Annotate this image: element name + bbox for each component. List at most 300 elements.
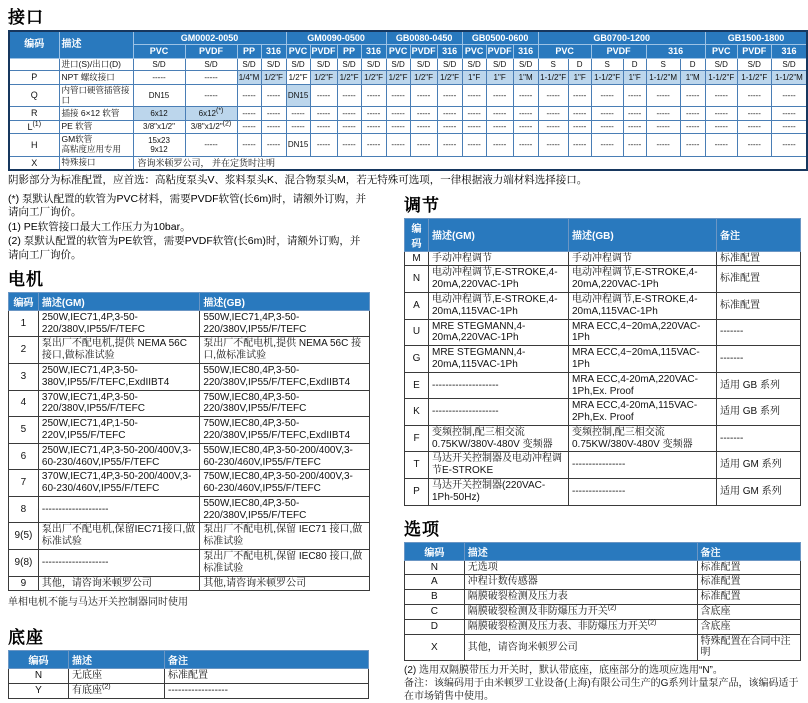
- value-cell: D: [680, 58, 705, 71]
- cell: 电动冲程调节,E-STROKE,4-20mA,115VAC-1Ph: [569, 292, 717, 319]
- value-cell: -----: [261, 84, 286, 107]
- row-code: E: [405, 372, 429, 399]
- value-cell: -----: [646, 120, 680, 133]
- value-cell: -----: [386, 134, 410, 157]
- note-line: (2) 选用双隔膜带压力开关时，默认带底座，底座部分的选项应选用“N”。: [404, 665, 723, 677]
- value-cell: D: [568, 58, 591, 71]
- value-cell: -----: [705, 107, 737, 120]
- table-row: [9, 84, 807, 107]
- cell: 标准配置: [717, 292, 801, 319]
- column-header: 描述(GB): [569, 218, 717, 251]
- value-cell: -----: [737, 134, 771, 157]
- value-cell: -----: [462, 107, 486, 120]
- value-cell: -----: [361, 120, 386, 133]
- header-row: [9, 651, 369, 669]
- cell: -------: [717, 346, 801, 373]
- value-cell: -----: [771, 107, 807, 120]
- column-header: 备注: [165, 651, 369, 669]
- value-cell: -----: [310, 107, 337, 120]
- interface-section-title: 接口: [8, 8, 44, 27]
- value-cell: -----: [680, 107, 705, 120]
- table-row: [405, 634, 801, 661]
- row-code: T: [405, 452, 429, 479]
- cell: 泵出厂不配电机,保留 IEC71 接口,做标准试验: [200, 523, 370, 550]
- value-cell: -----: [486, 107, 513, 120]
- interface-note-main: [8, 174, 801, 188]
- value-cell: -----: [310, 134, 337, 157]
- value-cell: S/D: [437, 58, 462, 71]
- row-desc: GM软管 高粘度应用专用: [59, 134, 133, 157]
- cell: 含底座: [697, 619, 801, 634]
- model-group-header: GB0080-0450: [386, 31, 462, 45]
- model-group-header: GB1500-1800: [705, 31, 807, 45]
- cell: 750W,IEC80,4P,3-50-220/380V,IP55/F/TEFC: [200, 390, 370, 417]
- material-header: 316: [646, 45, 705, 58]
- table-row: [405, 575, 801, 590]
- value-cell: -----: [623, 120, 646, 133]
- column-header: 编码: [9, 292, 39, 310]
- table-row: [405, 590, 801, 605]
- row-code: R: [9, 107, 59, 120]
- value-cell: -----: [437, 120, 462, 133]
- table-row: [9, 417, 370, 444]
- row-code: $L^{(1)}$: [9, 120, 59, 133]
- value-cell: DN15: [286, 84, 310, 107]
- cell: 泵出厂不配电机,提供 NEMA 56C 接口,做标准试验: [38, 337, 199, 364]
- table-row: [405, 479, 801, 506]
- cell: 适用 GB 系列: [717, 372, 801, 399]
- model-group-header: GB0500-0600: [462, 31, 538, 45]
- row-code: 9(8): [9, 550, 39, 577]
- cell: -------: [717, 425, 801, 452]
- value-cell: -----: [286, 120, 310, 133]
- value-cell: -----: [623, 134, 646, 157]
- row-code: 9(5): [9, 523, 39, 550]
- table-row: [9, 58, 807, 71]
- cell: MRA ECC,4-20mA,220VAC-1Ph,Ex. Proof: [569, 372, 717, 399]
- value-cell: -----: [185, 134, 237, 157]
- table-row: [9, 156, 807, 170]
- row-desc: 进口(S)/出口(D): [59, 58, 133, 71]
- value-cell: -----: [486, 84, 513, 107]
- row-code: Y: [9, 684, 69, 699]
- column-header: 备注: [697, 542, 801, 560]
- value-cell: -----: [646, 107, 680, 120]
- value-cell: -----: [437, 107, 462, 120]
- material-header: PP: [337, 45, 361, 58]
- row-code: A: [405, 575, 465, 590]
- value-cell: -----: [538, 120, 568, 133]
- cell: 370W,IEC71,4P,3-50-200/400V,3-60-230/460V,IP55/F/TEFC: [38, 470, 199, 497]
- value-cell: -----: [646, 84, 680, 107]
- value-cell: -----: [310, 84, 337, 107]
- value-cell: -----: [286, 107, 310, 120]
- note-line: (*) 泵默认配置的软管为PVC材料，需要PVDF软管(长6m)时，请额外订购，并请向工厂询价。: [8, 192, 367, 219]
- value-cell: -----: [737, 107, 771, 120]
- table-row: [405, 346, 801, 373]
- cell: 250W,IEC71,4P,3-50-220/380V,IP55/F/TEFC: [38, 310, 199, 337]
- material-header: PVC: [705, 45, 737, 58]
- table-row: [405, 399, 801, 426]
- model-group-header: GM0002-0050: [133, 31, 286, 45]
- value-cell: 1-1/2"F: [737, 71, 771, 84]
- value-cell: -----: [591, 120, 623, 133]
- cell: 750W,IEC80,4P,3-50-200/400V,3-60-230/460V,IP55/F/TEFC: [200, 470, 370, 497]
- value-cell: S/D: [513, 58, 538, 71]
- value-cell: -----: [261, 120, 286, 133]
- motor-note: 单相电机不能与马达开关控制器同时使用: [8, 597, 188, 609]
- value-cell: 1-1/2"M: [771, 71, 807, 84]
- cell: --------------------: [38, 550, 199, 577]
- code-header: 编码: [9, 31, 59, 58]
- row-span-value: 咨询米顿罗公司， 并在定货时注明: [133, 156, 807, 170]
- value-cell: -----: [462, 134, 486, 157]
- cell: ----------------: [569, 479, 717, 506]
- value-cell: -----: [437, 134, 462, 157]
- table-row: [405, 560, 801, 575]
- value-cell: -----: [771, 120, 807, 133]
- cell: 冲程计数传感器: [464, 575, 697, 590]
- material-header: PP: [237, 45, 261, 58]
- column-header: 编码: [405, 218, 429, 251]
- table-row: [405, 266, 801, 293]
- cell: 隔膜破裂检测及压力表: [464, 590, 697, 605]
- model-group-header: GM0090-0500: [286, 31, 386, 45]
- table-row: [9, 134, 807, 157]
- value-cell: S/D: [386, 58, 410, 71]
- cell: 550W,IEC80,4P,3-50-200/400V,3-60-230/460V,IP55/F/TEFC: [200, 443, 370, 470]
- value-cell: -----: [361, 84, 386, 107]
- value-cell: 15x23 9x12: [133, 134, 185, 157]
- row-code: X: [405, 634, 465, 661]
- value-cell: -----: [437, 84, 462, 107]
- cell: 马达开关控制器及电动冲程调节E-STROKE: [429, 452, 569, 479]
- cell: 其他，请咨询米顿罗公司: [38, 576, 199, 591]
- cell: 泵出厂不配电机,提供 NEMA 56C 接口,做标准试验: [200, 337, 370, 364]
- value-cell: -----: [538, 107, 568, 120]
- row-code: 4: [9, 390, 39, 417]
- value-cell: 1/2"F: [361, 71, 386, 84]
- cell: 电动冲程调节,E-STROKE,4-20mA,220VAC-1Ph: [569, 266, 717, 293]
- material-header: PVC: [538, 45, 591, 58]
- table-row: [405, 605, 801, 620]
- value-cell: 1/2"F: [337, 71, 361, 84]
- row-code: U: [405, 319, 429, 346]
- value-cell: -----: [310, 120, 337, 133]
- value-cell: -----: [591, 84, 623, 107]
- value-cell: S/D: [185, 58, 237, 71]
- value-cell: S/D: [705, 58, 737, 71]
- table-row: [9, 107, 807, 120]
- cell: 标准配置: [717, 251, 801, 266]
- row-code: B: [405, 590, 465, 605]
- cell: 泵出厂不配电机,保留 IEC80 接口,做标准试验: [200, 550, 370, 577]
- cell: 250W,IEC71,4P,3-50-200/400V,3-60-230/460V,IP55/F/TEFC: [38, 443, 199, 470]
- cell: 适用 GB 系列: [717, 399, 801, 426]
- value-cell: S/D: [286, 58, 310, 71]
- header-row: [405, 542, 801, 560]
- row-code: 2: [9, 337, 39, 364]
- value-cell: -----: [386, 107, 410, 120]
- value-cell: S: [646, 58, 680, 71]
- value-cell: 1/4"M: [237, 71, 261, 84]
- row-desc: NPT 螺纹接口: [59, 71, 133, 84]
- value-cell: 1"F: [568, 71, 591, 84]
- table-row: [9, 684, 369, 699]
- value-cell: S/D: [771, 58, 807, 71]
- value-cell: -----: [261, 107, 286, 120]
- value-cell: -----: [486, 120, 513, 133]
- value-cell: -----: [410, 107, 437, 120]
- value-cell: -----: [410, 134, 437, 157]
- value-cell: S/D: [486, 58, 513, 71]
- material-header: 316: [361, 45, 386, 58]
- desc-header: 描述: [59, 31, 133, 58]
- value-cell: -----: [623, 107, 646, 120]
- column-header: 编码: [405, 542, 465, 560]
- table-row: [405, 319, 801, 346]
- material-header: PVDF: [311, 46, 336, 57]
- model-group-header: GB0700-1200: [538, 31, 705, 45]
- table-row: [405, 452, 801, 479]
- value-cell: -----: [386, 120, 410, 133]
- group-header-row: [9, 31, 807, 45]
- value-cell: -----: [705, 134, 737, 157]
- row-code: D: [405, 619, 465, 634]
- value-cell: -----: [591, 134, 623, 157]
- value-cell: -----: [623, 84, 646, 107]
- options-table: [404, 542, 801, 662]
- cell: 标准配置: [697, 575, 801, 590]
- value-cell: -----: [771, 134, 807, 157]
- value-cell: 6x12: [133, 107, 185, 120]
- cell: 370W,IEC71,4P,3-50-220/380V,IP55/F/TEFC: [38, 390, 199, 417]
- table-row: [9, 71, 807, 84]
- material-header: PVC: [386, 45, 410, 58]
- cell: 750W,IEC80,4P,3-50-220/380V,IP55/F/TEFC,ExdIIBT4: [200, 417, 370, 444]
- value-cell: -----: [737, 120, 771, 133]
- row-code: 3: [9, 363, 39, 390]
- row-code: 8: [9, 496, 39, 523]
- row-code: 5: [9, 417, 39, 444]
- cell: 隔膜破裂检测及非防爆压力开关$^{(2)}$: [464, 605, 697, 620]
- value-cell: 3/8"x1/2"$^{(2)}$: [185, 120, 237, 133]
- value-cell: S/D: [337, 58, 361, 71]
- material-header: 316: [513, 45, 538, 58]
- value-cell: -----: [337, 134, 361, 157]
- table-row: [9, 443, 370, 470]
- material-header: PVC: [286, 45, 310, 58]
- cell: 适用 GM 系列: [717, 452, 801, 479]
- cell: MRA ECC,4~20mA,115VAC-1Ph: [569, 346, 717, 373]
- value-cell: 1/2"F: [261, 71, 286, 84]
- value-cell: -----: [410, 84, 437, 107]
- row-code: P: [9, 71, 59, 84]
- value-cell: 3/8"x1/2": [133, 120, 185, 133]
- cell: 隔膜破裂检测及压力表、非防爆压力开关$^{(2)}$: [464, 619, 697, 634]
- column-header: 描述(GM): [429, 218, 569, 251]
- header-row: [405, 218, 801, 251]
- value-cell: -----: [680, 120, 705, 133]
- base-table: [8, 650, 369, 699]
- cell: 标准配置: [165, 669, 369, 684]
- value-cell: 1-1/2"M: [646, 71, 680, 84]
- options-footnotes: [404, 664, 801, 703]
- note-line: (2) 泵默认配置的软管为PE软管，需要PVDF软管(长6m)时，请额外订购，并请向工厂询价。: [8, 235, 361, 262]
- value-cell: 1"F: [486, 71, 513, 84]
- interface-footnotes: [8, 193, 370, 263]
- cell: 马达开关控制器(220VAC-1Ph-50Hz): [429, 479, 569, 506]
- table-row: [9, 120, 807, 133]
- value-cell: 1/2"F: [286, 71, 310, 84]
- row-code: N: [405, 560, 465, 575]
- value-cell: -----: [568, 107, 591, 120]
- cell: MRA ECC,4~20mA,220VAC-1Ph: [569, 319, 717, 346]
- value-cell: -----: [386, 84, 410, 107]
- value-cell: -----: [185, 71, 237, 84]
- cell: 550W,IEC80,4P,3-50-220/380V,IP55/F/TEFC: [200, 496, 370, 523]
- value-cell: -----: [513, 120, 538, 133]
- cell: 手动冲程调节: [429, 251, 569, 266]
- note-line: 阴影部分为标准配置，应首选：高粘度泵头V、浆料泵头K、混合物泵头M，若无特殊可选项，一律根据液力端材料选择接口。: [8, 173, 588, 186]
- row-code: K: [405, 399, 429, 426]
- value-cell: -----: [237, 107, 261, 120]
- material-header: 316: [261, 45, 286, 58]
- value-cell: -----: [568, 120, 591, 133]
- value-cell: 1-1/2"F: [591, 71, 623, 84]
- cell: 250W,IEC71,4P,3-50-380V,IP55/F/TEFC,ExdIIBT4: [38, 363, 199, 390]
- value-cell: -----: [462, 84, 486, 107]
- left-column: [8, 190, 370, 700]
- cell: 其他,请咨询米顿罗公司: [200, 576, 370, 591]
- row-code: 1: [9, 310, 39, 337]
- table-row: [9, 496, 370, 523]
- cell: 电动冲程调节,E-STROKE,4-20mA,115VAC-1Ph: [429, 292, 569, 319]
- cell: --------------------: [38, 496, 199, 523]
- material-header: PVC: [133, 45, 185, 58]
- value-cell: S/D: [737, 58, 771, 71]
- value-cell: -----: [705, 120, 737, 133]
- value-cell: S/D: [361, 58, 386, 71]
- cell: 250W,IEC71,4P,1-50-220V,IP55/F/TEFC: [38, 417, 199, 444]
- cell: MRE STEGMANN,4-20mA,220VAC-1Ph: [429, 319, 569, 346]
- table-row: [9, 390, 370, 417]
- value-cell: -----: [185, 84, 237, 107]
- row-code: G: [405, 346, 429, 373]
- value-cell: S/D: [462, 58, 486, 71]
- material-header: PVDF: [737, 45, 771, 58]
- value-cell: DN15: [286, 134, 310, 157]
- cell: MRE STEGMANN,4-20mA,115VAC-1Ph: [429, 346, 569, 373]
- row-code: X: [9, 156, 59, 170]
- material-header: PVDF: [411, 46, 436, 57]
- value-cell: -----: [337, 84, 361, 107]
- adjust-table: [404, 218, 801, 506]
- value-cell: -----: [237, 134, 261, 157]
- cell: 适用 GM 系列: [717, 479, 801, 506]
- column-header: 描述(GB): [200, 292, 370, 310]
- value-cell: 1"F: [623, 71, 646, 84]
- interface-table: [8, 30, 808, 171]
- row-code: M: [405, 251, 429, 266]
- value-cell: S: [591, 58, 623, 71]
- value-cell: -----: [513, 134, 538, 157]
- value-cell: -----: [133, 71, 185, 84]
- value-cell: -----: [737, 84, 771, 107]
- value-cell: DN15: [133, 84, 185, 107]
- value-cell: -----: [486, 134, 513, 157]
- cell: 无选项: [464, 560, 697, 575]
- row-desc: 特殊接口: [59, 156, 133, 170]
- value-cell: D: [623, 58, 646, 71]
- cell: 变频控制,配三相交流0.75KW/380V-480V 变频器: [569, 425, 717, 452]
- cell: 标准配置: [717, 266, 801, 293]
- cell: 电动冲程调节,E-STROKE,4-20mA,220VAC-1Ph: [429, 266, 569, 293]
- base-section-title: 底座: [8, 628, 44, 648]
- row-code: Q: [9, 84, 59, 107]
- value-cell: -----: [361, 134, 386, 157]
- table-row: [405, 251, 801, 266]
- two-column-area: [8, 190, 801, 703]
- material-header: 316: [437, 45, 462, 58]
- cell: 有底座$^{(2)}$: [69, 684, 165, 699]
- value-cell: 1-1/2"F: [705, 71, 737, 84]
- row-code: 7: [9, 470, 39, 497]
- options-section-title: 选项: [404, 519, 440, 539]
- row-code: [9, 58, 59, 71]
- adjust-section-title: 调节: [404, 195, 440, 215]
- table-row: [405, 372, 801, 399]
- column-header: 编码: [9, 651, 69, 669]
- column-header: 描述: [464, 542, 697, 560]
- column-header: 备注: [717, 218, 801, 251]
- value-cell: 1/2"F: [310, 71, 337, 84]
- material-header: PVC: [462, 45, 486, 58]
- value-cell: -----: [361, 107, 386, 120]
- column-header: 描述(GM): [38, 292, 199, 310]
- value-cell: 1/2"F: [437, 71, 462, 84]
- motor-table: [8, 292, 370, 592]
- cell: 标准配置: [697, 560, 801, 575]
- cell: 标准配置: [697, 590, 801, 605]
- value-cell: -----: [705, 84, 737, 107]
- value-cell: 1"M: [513, 71, 538, 84]
- row-code: 6: [9, 443, 39, 470]
- cell: 变频控制,配三相交流0.75KW/380V-480V 变频器: [429, 425, 569, 452]
- value-cell: 1"F: [462, 71, 486, 84]
- value-cell: -----: [538, 84, 568, 107]
- cell: 泵出厂不配电机,保留IEC71接口,做标准试验: [38, 523, 199, 550]
- value-cell: -----: [771, 84, 807, 107]
- row-code: P: [405, 479, 429, 506]
- cell: 550W,IEC80,4P,3-50-220/380V,IP55/F/TEFC,ExdIIBT4: [200, 363, 370, 390]
- table-row: [9, 523, 370, 550]
- row-code: C: [405, 605, 465, 620]
- value-cell: S/D: [310, 58, 337, 71]
- cell: --------------------: [429, 399, 569, 426]
- material-header: PVDF: [591, 45, 646, 58]
- table-row: [405, 619, 801, 634]
- value-cell: -----: [568, 134, 591, 157]
- row-code: F: [405, 425, 429, 452]
- cell: 无底座: [69, 669, 165, 684]
- cell: -------: [717, 319, 801, 346]
- column-header: 描述: [69, 651, 165, 669]
- value-cell: S/D: [410, 58, 437, 71]
- value-cell: -----: [591, 107, 623, 120]
- value-cell: -----: [337, 107, 361, 120]
- cell: --------------------: [429, 372, 569, 399]
